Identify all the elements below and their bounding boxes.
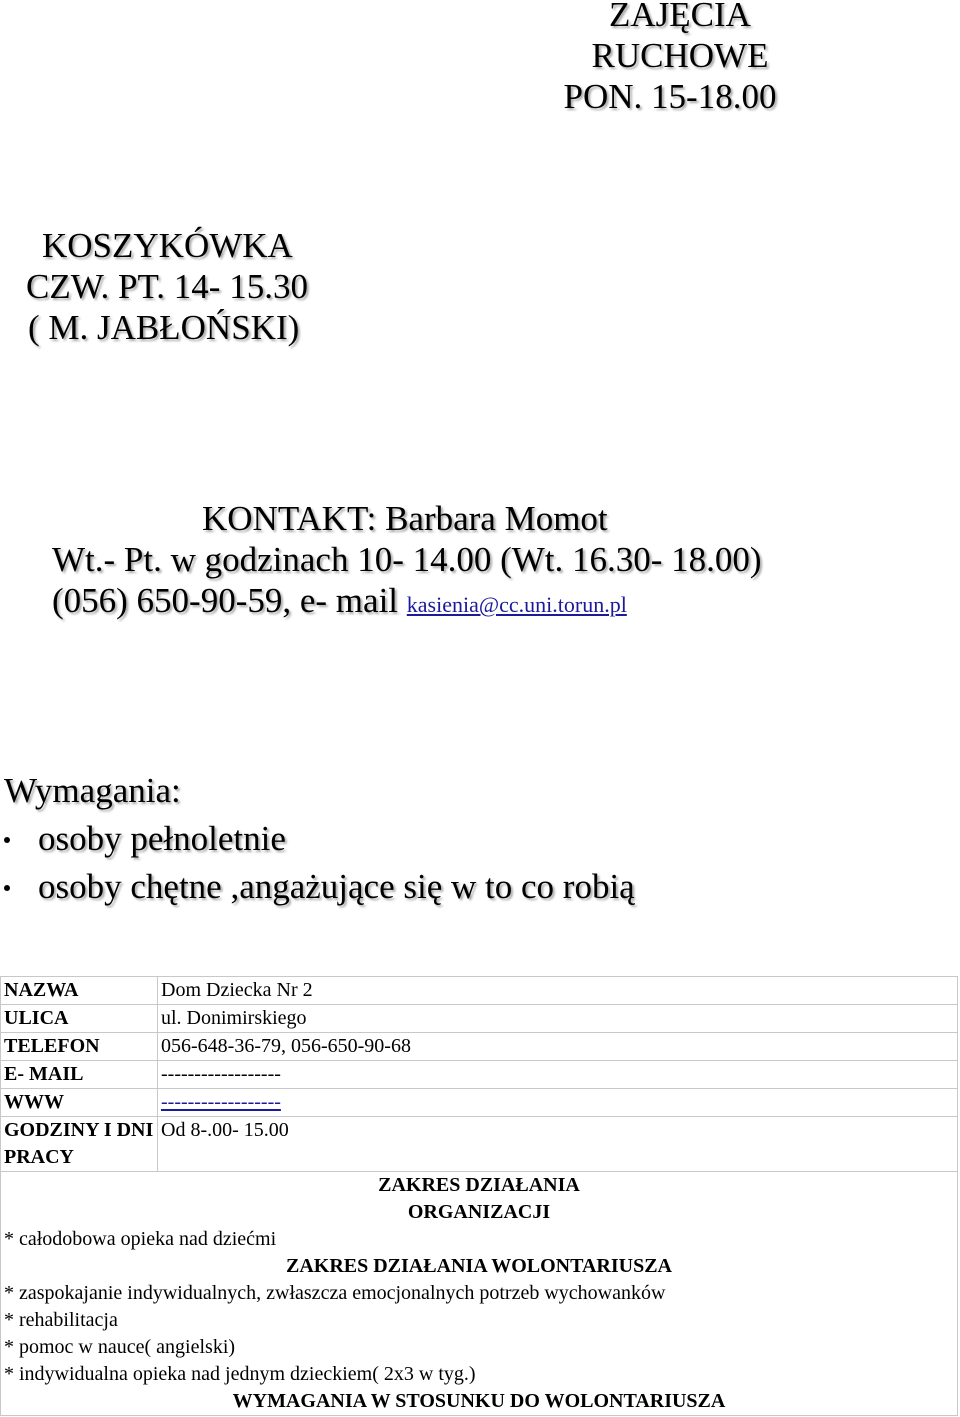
- row-label: NAZWA: [1, 977, 158, 1005]
- activities-schedule: PON. 15-18.00: [563, 77, 777, 116]
- org-scope-cell: [1, 1172, 958, 1416]
- basketball-coach: ( M. JABŁOŃSKI): [28, 308, 300, 347]
- vol-scope-title: ZAKRES DZIAŁANIA WOLONTARIUSZA: [285, 1255, 672, 1277]
- vol-scope-item: * pomoc w nauce( angielski): [4, 1336, 236, 1358]
- vol-req-title: WYMAGANIA W STOSUNKU DO WOLONTARIUSZA: [232, 1390, 726, 1412]
- contact-email-link[interactable]: kasienia@cc.uni.torun.pl: [406, 592, 627, 617]
- requirement-item: osoby chętne ,angażujące się w to co robią: [0, 863, 635, 911]
- activities-title-1: ZAJĘCIA: [609, 0, 751, 34]
- row-label: WWW: [1, 1089, 158, 1117]
- table-row: [1, 1117, 958, 1172]
- table-row: [1, 1005, 958, 1033]
- www-link[interactable]: ------------------: [161, 1091, 281, 1113]
- bullet-icon: [4, 837, 10, 843]
- requirement-item: osoby pełnoletnie: [0, 815, 635, 863]
- table-row: [1, 1089, 958, 1117]
- row-value: 056-648-36-79, 056-650-90-68: [158, 1033, 958, 1061]
- organization-table: [0, 976, 958, 1416]
- activities-title-2: RUCHOWE: [591, 36, 769, 75]
- row-value: Od 8-.00- 15.00: [158, 1117, 958, 1172]
- bullet-icon: [4, 885, 10, 891]
- org-scope-item: * całodobowa opieka nad dziećmi: [4, 1228, 277, 1250]
- row-label: E- MAIL: [1, 1061, 158, 1089]
- requirements-list: [0, 815, 635, 911]
- row-value: ------------------: [158, 1061, 958, 1089]
- table-row: [1, 1033, 958, 1061]
- row-value: ul. Donimirskiego: [158, 1005, 958, 1033]
- table-row: [1, 977, 958, 1005]
- row-value: [158, 1089, 958, 1117]
- activities-block: [560, 0, 800, 117]
- contact-block: [52, 498, 762, 625]
- contact-phone-line: [52, 580, 762, 625]
- contact-phone: (056) 650-90-59, e- mail: [52, 581, 399, 620]
- basketball-block: [26, 225, 308, 348]
- vol-scope-item: * rehabilitacja: [4, 1309, 118, 1331]
- row-label: GODZINY I DNI PRACY: [1, 1117, 158, 1172]
- basketball-title: KOSZYKÓWKA: [42, 226, 293, 265]
- contact-hours: Wt.- Pt. w godzinach 10- 14.00 (Wt. 16.30- 18.00): [52, 540, 762, 579]
- requirements-title: Wymagania:: [4, 771, 181, 810]
- basketball-schedule: CZW. PT. 14- 15.30: [26, 267, 308, 306]
- vol-scope-item: * indywidualna opieka nad jednym dzieckiem( 2x3 w tyg.): [4, 1363, 476, 1385]
- contact-name: KONTAKT: Barbara Momot: [202, 499, 608, 538]
- row-label: ULICA: [1, 1005, 158, 1033]
- table-row: [1, 1061, 958, 1089]
- row-value: Dom Dziecka Nr 2: [158, 977, 958, 1005]
- vol-scope-item: * zaspokajanie indywidualnych, zwłaszcza emocjonalnych potrzeb wychowanków: [4, 1282, 666, 1304]
- row-label: TELEFON: [1, 1033, 158, 1061]
- org-scope-title: ZAKRES DZIAŁANIA ORGANIZACJI: [378, 1174, 580, 1223]
- table-row: [1, 1172, 958, 1416]
